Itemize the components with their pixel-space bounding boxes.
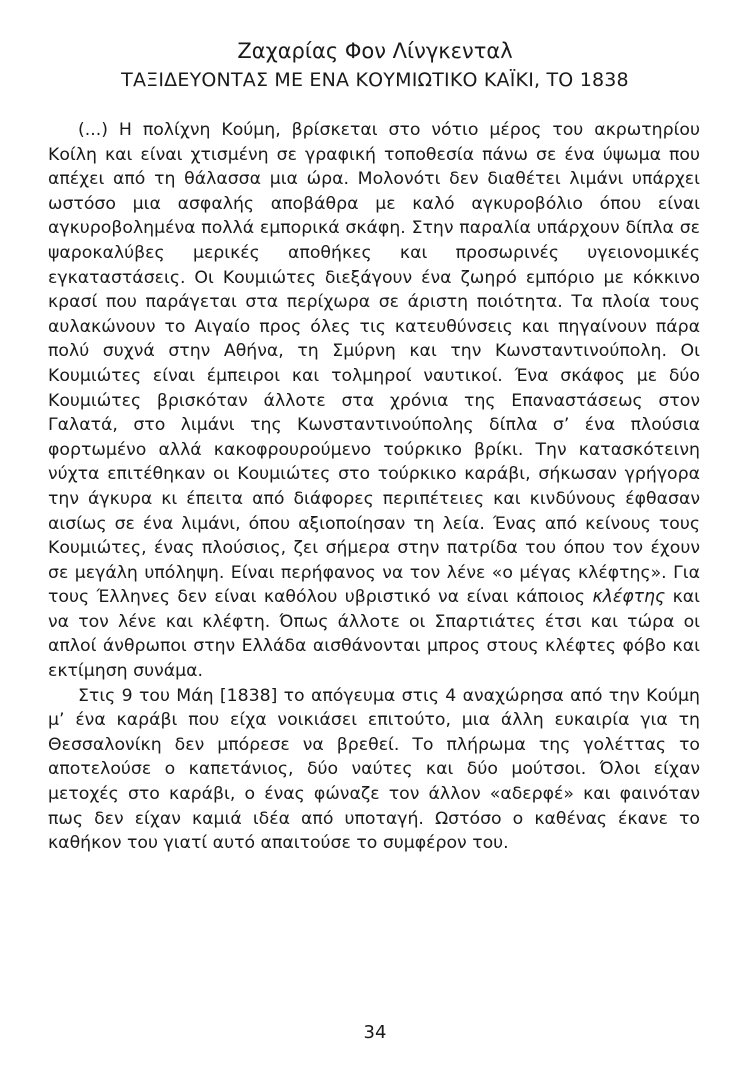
- page-header: [0, 36, 750, 94]
- paragraph-1-italic-word: κλέφτης: [592, 587, 666, 608]
- paragraph-1-text-b: και να τον λένε και κλέφτη. Όπως άλλοτε οι Σπαρτιάτες έτσι και τώρα οι απλοί άνθρωποι στην Ελλάδα αισθάνονται μπρος στους κλέφτες φόβο και εκτίμηση συνάμα.: [48, 587, 700, 682]
- chapter-title: ΤΑΞΙΔΕΥΟΝΤΑΣ ΜΕ ΕΝΑ ΚΟΥΜΙΩΤΙΚΟ ΚΑΪΚΙ, ΤΟ 1838: [121, 69, 629, 91]
- paragraph-1: [48, 118, 700, 684]
- page-number: 34: [363, 1022, 387, 1043]
- author-name: Ζαχαρίας Φον Λίνγκενταλ: [237, 39, 513, 63]
- paragraph-2: Στις 9 του Μάη [1838] το απόγευμα στις 4 αναχώρησα από την Κούμη μ’ ένα καράβι που είχα νοικιάσει επιτούτο, μια άλλη ευκαιρία για τη Θεσσαλονίκη δεν μπόρεσε να βρεθεί. Το πλήρωμα της γολέττας το αποτελούσε ο καπετάνιος, δύο ναύτες και δύο μούτσοι. Όλοι είχαν μετοχές στο καράβι, ο ένας φώναζε τον άλλον «αδερφέ» και φαινόταν πως δεν είχαν καμιά ιδέα από υποταγή. Ωστόσο ο καθένας έκανε το καθήκον του γιατί αυτό απαιτούσε το συμφέρον του.: [48, 685, 700, 854]
- paragraph-1-text-a: (...) Η πολίχνη Κούμη, βρίσκεται στο νότιο μέρος του ακρωτηρίου Κοίλη και είναι χτισμένη σε γραφική τοποθεσία πάνω σε ένα ύψωμα που απέχει από τη θάλασσα μια ώρα. Μολονότι δεν διαθέτει λιμάνι υπάρχει ωστόσο μια ασφαλής αποβάθρα με καλό αγκυροβόλιο όπου είναι αγκυροβολημένα πολλά εμπορικά σκάφη. Στην παραλία υπάρχουν δίπλα σε ψαροκαλύβες μερικές αποθήκες και προσωρινές υγειονομικές εγκαταστάσεις. Οι Κουμιώτες διεξάγουν ένα ζωηρό εμπόριο με κόκκινο κρασί που παράγεται στα περίχωρα σε άριστη ποιότητα. Τα πλοία τους αυλακώνουν το Αιγαίο προς όλες τις κατευθύνσεις και πηγαίνουν πάρα πολύ συχνά στην Αθήνα, τη Σμύρνη και την Κωνσταντινούπολη. Οι Κουμιώτες είναι έμπειροι και τολμηροί ναυτικοί. Ένα σκάφος με δύο Κουμιώτες βρισκόταν άλλοτε στα χρόνια της Επαναστάσεως στον Γαλατά, στο λιμάνι της Κωνσταντινούπολης δίπλα σ’ ένα πλούσια φορτωμένο αλλά κακοφρουρούμενο τούρκικο βρίκι. Την κατασκότεινη νύχτα επιτέθηκαν οι Κουμιώτες στο τούρκικο καράβι, σήκωσαν γρήγορα την άγκυρα κι έπειτα από διάφορες περιπέτειες και κινδύνους έφθασαν αισίως σε ένα λιμάνι, όπου αξιοποίησαν τη λεία. Ένας από κείνους τους Κουμιώτες, ένας πλούσιος, ζει σήμερα στην πατρίδα του όπου τον έχουν σε μεγάλη υπόληψη. Είναι περήφανος να τον λένε «ο μέγας κλέφτης». Για τους Έλληνες δεν είναι καθόλου υβριστικό να είναι κάποιος: [48, 120, 700, 608]
- body-text: [48, 118, 700, 856]
